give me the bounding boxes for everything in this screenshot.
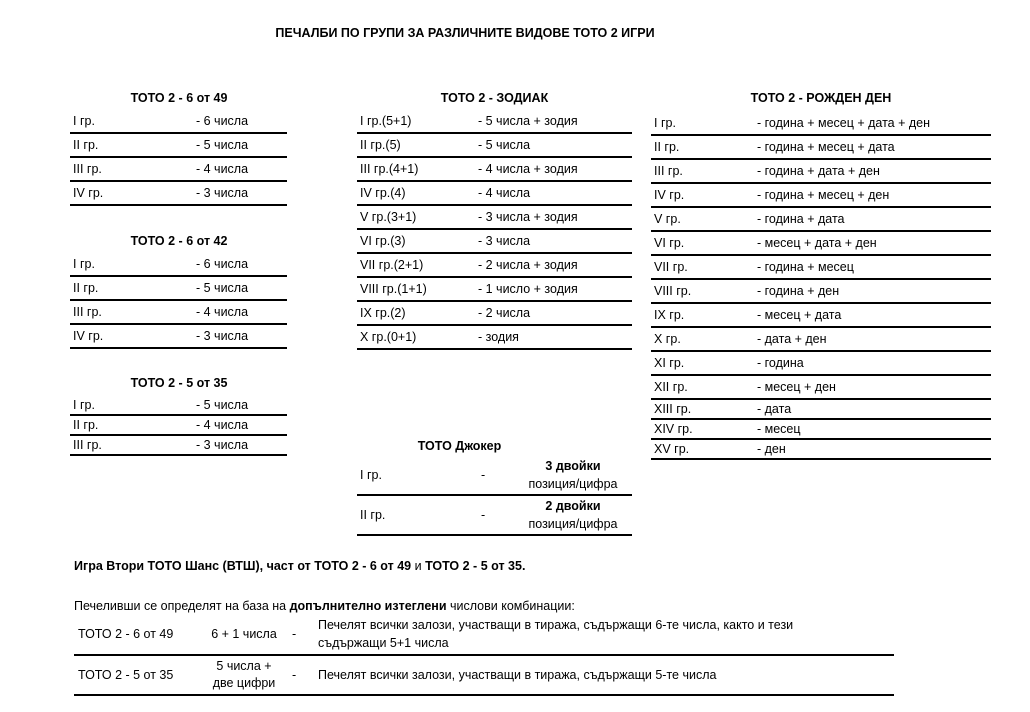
- group-label: III гр.: [651, 159, 754, 183]
- table-birthday: [651, 112, 991, 460]
- vtsh-intro-bold: Игра Втори ТОТО Шанс (ВТШ), част от ТОТО 2 - 6 от 49: [74, 559, 412, 573]
- group-label: I гр.: [357, 456, 478, 495]
- table-row: [651, 279, 991, 303]
- group-label: III гр.(4+1): [357, 157, 475, 181]
- vtsh-intro-bold2: ТОТО 2 - 5 от 35.: [425, 559, 526, 573]
- vtsh-combo-line2: две цифри: [212, 676, 276, 690]
- table-joker: [357, 456, 632, 536]
- group-label: V гр.: [651, 207, 754, 231]
- vtsh-desc: [314, 614, 894, 655]
- section-title-zodiac: ТОТО 2 - ЗОДИАК: [440, 91, 549, 105]
- group-label: XI гр.: [651, 351, 754, 375]
- group-label: VII гр.: [651, 255, 754, 279]
- vtsh-desc-line1: Печелят всички залози, участващи в тиража, съдържащи 5-те числа: [318, 668, 717, 682]
- table-row: [70, 300, 287, 324]
- section-title-5-35: ТОТО 2 - 5 от 35: [130, 376, 228, 390]
- joker-sub: позиция/цифра: [528, 517, 618, 531]
- group-label: IV гр.: [70, 324, 193, 348]
- group-desc: - 3 числа: [193, 324, 287, 348]
- group-desc: - 3 числа: [475, 229, 632, 253]
- group-desc: - 4 числа: [193, 415, 287, 435]
- section-title-6-49: ТОТО 2 - 6 от 49: [130, 91, 228, 105]
- group-label: IV гр.: [651, 183, 754, 207]
- group-desc: - 2 числа: [475, 301, 632, 325]
- group-desc: - дата + ден: [754, 327, 991, 351]
- vtsh-table: [74, 614, 894, 696]
- group-label: II гр.: [70, 133, 193, 157]
- table-row: [651, 399, 991, 419]
- group-desc: - година + месец + дата + ден: [754, 112, 991, 135]
- joker-bold: 2 двойки: [545, 499, 601, 513]
- table-row: [357, 157, 632, 181]
- vtsh-game: ТОТО 2 - 5 от 35: [74, 655, 200, 695]
- table-row: [74, 614, 894, 655]
- vtsh-dash: -: [288, 655, 314, 695]
- group-label: VI гр.(3): [357, 229, 475, 253]
- vtsh-combo: [200, 614, 288, 655]
- table-row: [70, 157, 287, 181]
- table-row: [357, 253, 632, 277]
- vtsh-note-pre: Печеливши се определят на база на: [74, 599, 290, 613]
- group-label: XIII гр.: [651, 399, 754, 419]
- section-title-joker: ТОТО Джокер: [417, 439, 502, 453]
- table-row: [357, 456, 632, 495]
- group-desc: - 5 числа: [193, 396, 287, 415]
- group-label: IV гр.(4): [357, 181, 475, 205]
- table-row: [651, 183, 991, 207]
- vtsh-desc-line1: Печелят всички залози, участващи в тиража, съдържащи 6-те числа, както и тези: [318, 618, 794, 632]
- group-desc: - 3 числа: [193, 435, 287, 455]
- table-row: [651, 135, 991, 159]
- vtsh-note-bold: допълнително изтеглени: [289, 599, 447, 613]
- group-label: I гр.: [70, 396, 193, 415]
- group-label: XIV гр.: [651, 419, 754, 439]
- group-desc: - ден: [754, 439, 991, 459]
- vtsh-intro-and: и: [411, 559, 426, 573]
- vtsh-combo-line1: 6 + 1 числа: [211, 627, 277, 641]
- table-row: [357, 277, 632, 301]
- table-row: [357, 133, 632, 157]
- group-desc: - 5 числа: [193, 133, 287, 157]
- table-row: [651, 159, 991, 183]
- group-label: I гр.: [70, 110, 193, 133]
- table-row: [651, 327, 991, 351]
- joker-sub: позиция/цифра: [528, 477, 618, 491]
- table-row: [651, 419, 991, 439]
- group-desc: - година + месец + дата: [754, 135, 991, 159]
- vtsh-desc: [314, 655, 894, 695]
- group-desc: - година + месец + ден: [754, 183, 991, 207]
- table-row: [651, 207, 991, 231]
- group-dash: -: [478, 456, 511, 495]
- group-label: VI гр.: [651, 231, 754, 255]
- table-row: [357, 325, 632, 349]
- table-6-42: [70, 253, 287, 349]
- table-row: [70, 435, 287, 455]
- group-label: VII гр.(2+1): [357, 253, 475, 277]
- group-label: I гр.(5+1): [357, 110, 475, 133]
- vtsh-desc-line2: съдържащи 5+1 числа: [318, 636, 449, 650]
- table-row: [651, 375, 991, 399]
- table-row: [70, 110, 287, 133]
- table-5-35: [70, 396, 287, 456]
- table-row: [651, 112, 991, 135]
- group-label: III гр.: [70, 300, 193, 324]
- group-desc: - година + месец: [754, 255, 991, 279]
- vtsh-intro: [74, 559, 525, 573]
- vtsh-combo-line1: 5 числа +: [216, 659, 272, 673]
- group-desc: - година + дата: [754, 207, 991, 231]
- table-row: [651, 303, 991, 327]
- group-label: IX гр.: [651, 303, 754, 327]
- group-desc: - 4 числа: [193, 157, 287, 181]
- group-desc: - 4 числа: [475, 181, 632, 205]
- table-zodiac: [357, 110, 632, 350]
- table-row: [651, 439, 991, 459]
- group-label: III гр.: [70, 157, 193, 181]
- group-label: II гр.(5): [357, 133, 475, 157]
- group-desc: - 5 числа: [193, 276, 287, 300]
- group-label: II гр.: [70, 276, 193, 300]
- table-row: [357, 229, 632, 253]
- group-desc: - 6 числа: [193, 110, 287, 133]
- table-row: [357, 495, 632, 535]
- group-label: I гр.: [651, 112, 754, 135]
- group-desc: [511, 456, 632, 495]
- joker-bold: 3 двойки: [545, 459, 601, 473]
- vtsh-game: ТОТО 2 - 6 от 49: [74, 614, 200, 655]
- section-title-6-42: ТОТО 2 - 6 от 42: [130, 234, 228, 248]
- group-desc: - месец + дата + ден: [754, 231, 991, 255]
- table-row: [70, 276, 287, 300]
- table-row: [651, 351, 991, 375]
- table-6-49: [70, 110, 287, 206]
- group-desc: - година + дата + ден: [754, 159, 991, 183]
- group-desc: - 5 числа + зодия: [475, 110, 632, 133]
- group-label: I гр.: [70, 253, 193, 276]
- table-row: [70, 253, 287, 276]
- group-desc: - дата: [754, 399, 991, 419]
- table-row: [74, 655, 894, 695]
- table-row: [357, 181, 632, 205]
- group-label: IV гр.: [70, 181, 193, 205]
- group-desc: - 3 числа: [193, 181, 287, 205]
- table-row: [651, 231, 991, 255]
- group-label: III гр.: [70, 435, 193, 455]
- group-desc: - 6 числа: [193, 253, 287, 276]
- group-label: V гр.(3+1): [357, 205, 475, 229]
- table-row: [651, 255, 991, 279]
- group-label: XV гр.: [651, 439, 754, 459]
- table-row: [70, 181, 287, 205]
- group-label: X гр.: [651, 327, 754, 351]
- group-label: II гр.: [357, 495, 478, 535]
- table-row: [357, 205, 632, 229]
- group-dash: -: [478, 495, 511, 535]
- vtsh-note-post: числови комбинации:: [446, 599, 575, 613]
- group-desc: - година + ден: [754, 279, 991, 303]
- group-desc: - 1 число + зодия: [475, 277, 632, 301]
- group-desc: - 3 числа + зодия: [475, 205, 632, 229]
- group-label: II гр.: [70, 415, 193, 435]
- table-row: [357, 110, 632, 133]
- group-desc: - 2 числа + зодия: [475, 253, 632, 277]
- group-desc: - година: [754, 351, 991, 375]
- group-desc: [511, 495, 632, 535]
- table-row: [70, 415, 287, 435]
- section-title-birthday: ТОТО 2 - РОЖДЕН ДЕН: [750, 91, 892, 105]
- group-label: IX гр.(2): [357, 301, 475, 325]
- page-title: ПЕЧАЛБИ ПО ГРУПИ ЗА РАЗЛИЧНИТЕ ВИДОВЕ ТОТО 2 ИГРИ: [275, 26, 655, 40]
- group-label: VIII гр.(1+1): [357, 277, 475, 301]
- vtsh-combo: [200, 655, 288, 695]
- group-desc: - 5 числа: [475, 133, 632, 157]
- table-row: [70, 396, 287, 415]
- table-row: [70, 324, 287, 348]
- table-row: [357, 301, 632, 325]
- group-desc: - 4 числа: [193, 300, 287, 324]
- group-desc: - месец: [754, 419, 991, 439]
- group-desc: - зодия: [475, 325, 632, 349]
- group-desc: - месец + ден: [754, 375, 991, 399]
- vtsh-dash: -: [288, 614, 314, 655]
- table-row: [70, 133, 287, 157]
- group-desc: - 4 числа + зодия: [475, 157, 632, 181]
- vtsh-note: [74, 599, 575, 613]
- group-desc: - месец + дата: [754, 303, 991, 327]
- group-label: VIII гр.: [651, 279, 754, 303]
- group-label: II гр.: [651, 135, 754, 159]
- group-label: XII гр.: [651, 375, 754, 399]
- group-label: X гр.(0+1): [357, 325, 475, 349]
